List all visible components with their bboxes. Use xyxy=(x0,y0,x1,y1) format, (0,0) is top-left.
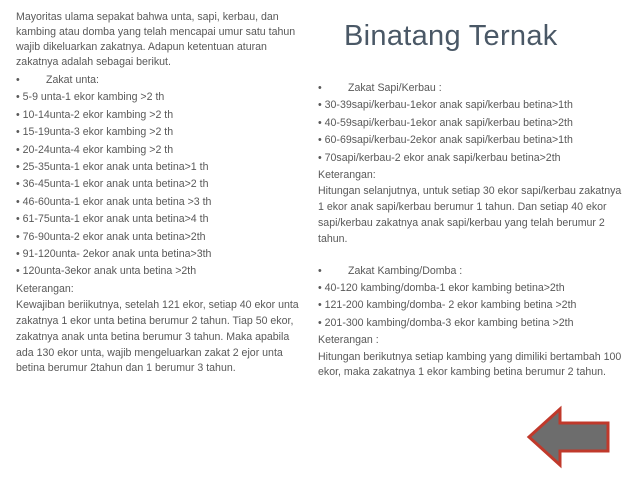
unta-item: • 76-90unta-2 ekor anak unta betina>2th xyxy=(16,230,206,243)
unta-item: • 10-14unta-2 ekor kambing >2 th xyxy=(16,108,174,121)
unta-item: • 36-45unta-1 ekor anak unta betina>2 th xyxy=(16,178,209,191)
sapi-note-label: Keterangan: xyxy=(318,169,376,182)
kambing-item: • 201-300 kambing/domba-3 ekor kambing betina >2th xyxy=(318,316,574,329)
kambing-heading xyxy=(318,263,630,280)
unta-item: • 61-75unta-1 ekor anak unta betina>4 th xyxy=(16,213,209,226)
unta-item: • 91-120unta- 2ekor anak unta betina>3th xyxy=(16,248,212,261)
sapi-item: • 70sapi/kerbau-2 ekor anak sapi/kerbau betina>2th xyxy=(318,151,561,164)
unta-item: • 46-60unta-1 ekor anak unta betina >3 th xyxy=(16,195,212,208)
kambing-item: • 121-200 kambing/domba- 2 ekor kambing betina >2th xyxy=(318,299,577,312)
intro-paragraph: Mayoritas ulama sepakat bahwa unta, sapi, kerbau, dan kambing atau domba yang telah mencapai umur satu tahun wajib dikeluarkan zakatnya. Adapun ketentuan aturan zakatnya adalah sebagai berikut. xyxy=(16,11,296,68)
unta-heading xyxy=(16,72,304,89)
unta-item: • 5-9 unta-1 ekor kambing >2 th xyxy=(16,91,165,104)
unta-note: Kewajiban beriikutnya, setelah 121 ekor, setiap 40 ekor unta zakatnya 1 ekor unta betina berumur 2 tahun. Tiap 50 ekor, zakatnya anak unta betina berumur 3 tahun. Maka apabila ada 130 ekor unta, wajib mengeluarkan zakat 2 ejor unta betina berumur 2tahun dan 1 berumur 3 tahun. xyxy=(16,299,299,375)
kambing-note-label: Keterangan : xyxy=(318,334,379,347)
slide-title: Binatang Ternak xyxy=(344,20,558,52)
sapi-item: • 60-69sapi/kerbau-2ekor anak sapi/kerbau betina>1th xyxy=(318,134,573,147)
bullet-dot: • xyxy=(16,74,20,86)
spacer xyxy=(318,248,630,263)
unta-item: • 120unta-3ekor anak unta betina >2th xyxy=(16,265,197,278)
unta-item: • 15-19unta-3 ekor kambing >2 th xyxy=(16,126,174,139)
sapi-note: Hitungan selanjutnya, untuk setiap 30 ekor sapi/kerbau zakatnya 1 ekor anak sapi/kerbau berumur 1 tahun. Dan setiap 40 ekor sapi/kerbau zakatnya anak sapi/kerbau yang telah berumur 2 tahun. xyxy=(318,185,622,245)
kambing-heading-label: Zakat Kambing/Domba : xyxy=(348,264,463,277)
bullet-dot: • xyxy=(318,264,322,277)
left-arrow-icon xyxy=(526,405,612,469)
bullet-dot: • xyxy=(318,82,322,94)
kambing-item: • 40-120 kambing/domba-1 ekor kambing betina>2th xyxy=(318,282,565,295)
left-column xyxy=(16,10,304,377)
unta-item: • 20-24unta-4 ekor kambing >2 th xyxy=(16,143,174,156)
unta-heading-label: Zakat unta: xyxy=(46,74,99,86)
right-column xyxy=(318,80,630,381)
back-button[interactable] xyxy=(526,405,612,469)
kambing-note: Hitungan berikutnya setiap kambing yang dimiliki bertambah 100 ekor, maka zakatnya 1 ekor kambing betina berumur 2 tahun. xyxy=(318,350,622,379)
sapi-heading xyxy=(318,80,630,97)
sapi-item: • 40-59sapi/kerbau-1ekor anak sapi/kerbau betina>2th xyxy=(318,116,573,129)
unta-item: • 25-35unta-1 ekor anak unta betina>1 th xyxy=(16,161,209,174)
sapi-heading-label: Zakat Sapi/Kerbau : xyxy=(348,82,442,94)
sapi-item: • 30-39sapi/kerbau-1ekor anak sapi/kerbau betina>1th xyxy=(318,99,573,112)
unta-note-label: Keterangan: xyxy=(16,282,74,295)
